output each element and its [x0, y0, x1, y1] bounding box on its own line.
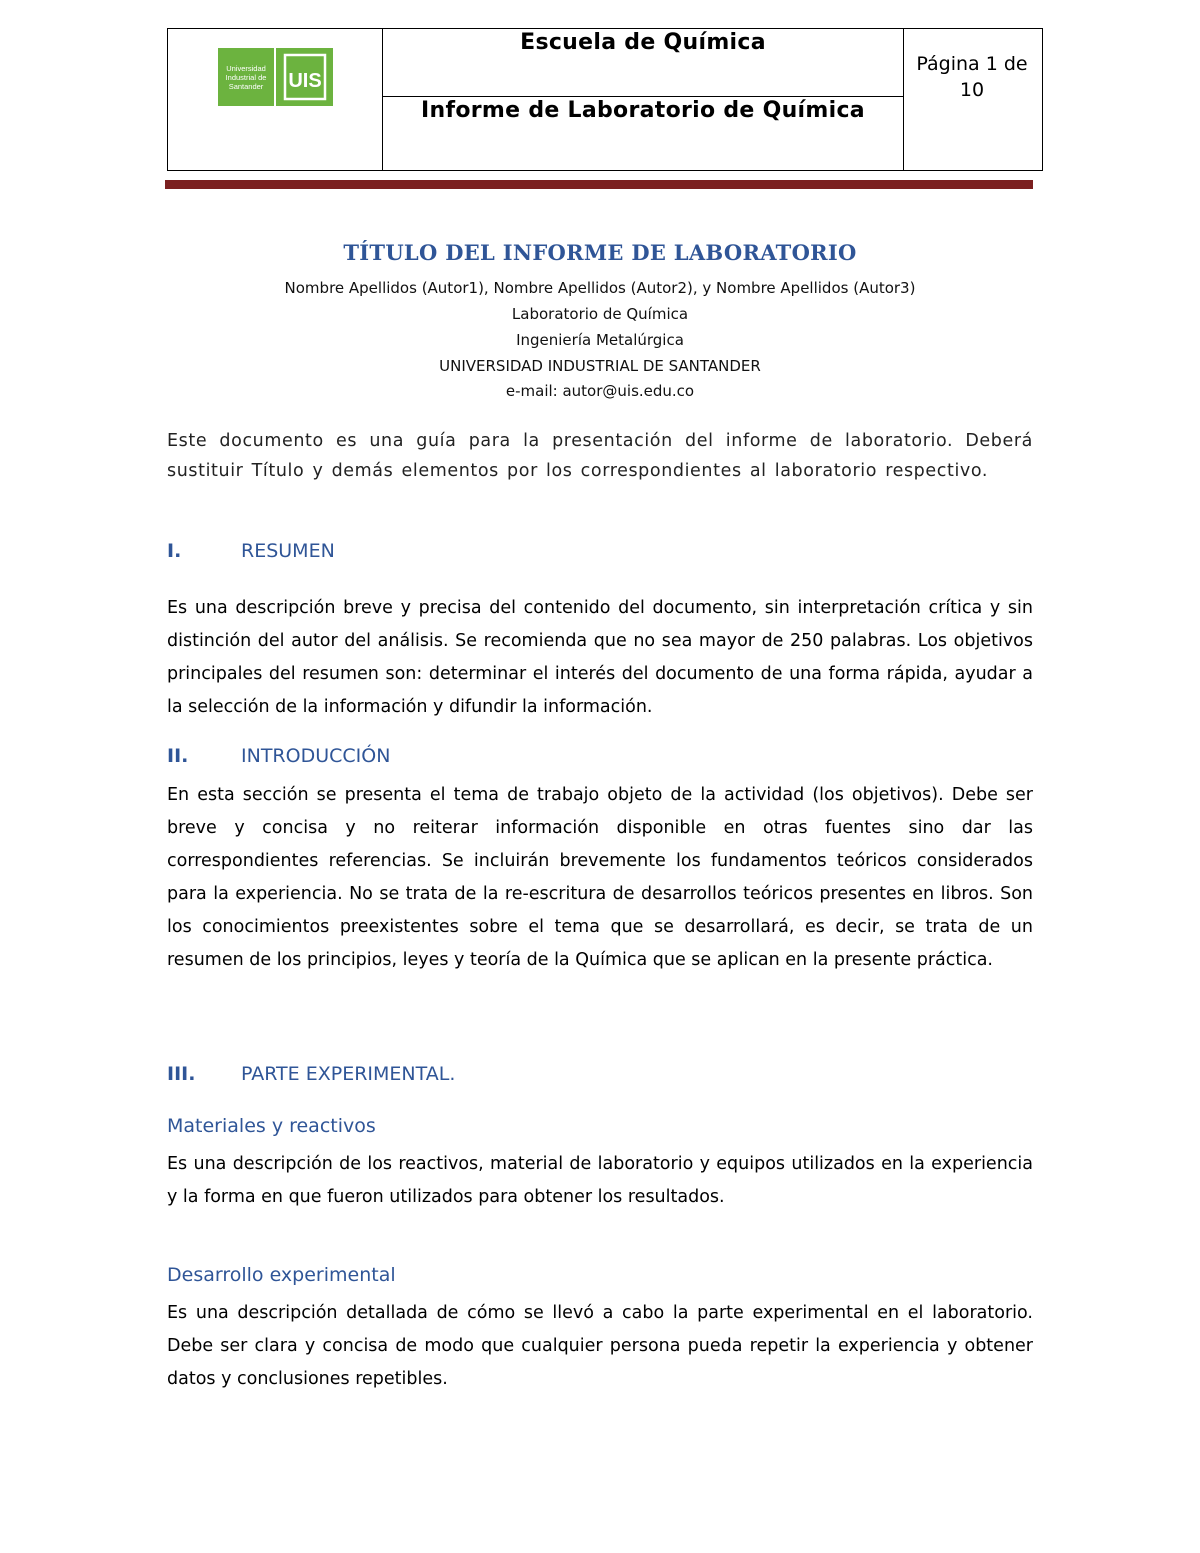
desarrollo-paragraph: Es una descripción detallada de cómo se llevó a cabo la parte experimental en el laboratorio. Debe ser clara y concisa de modo que cualquier persona pueda repetir la experiencia y obtener datos y conclusiones repetibles. [167, 1303, 1033, 1389]
intro-paragraph: Este documento es una guía para la presentación del informe de laboratorio. Deberá sustituir Título y demás elementos por los correspondientes al laboratorio respectivo. [167, 431, 1033, 481]
subheading-materiales: Materiales y reactivos [167, 1115, 376, 1137]
university-line: UNIVERSIDAD INDUSTRIAL DE SANTANDER [439, 357, 761, 375]
header-title-cell [383, 29, 904, 170]
document-title: TÍTULO DEL INFORME DE LABORATORIO [343, 240, 857, 265]
section-number: III. [167, 1063, 196, 1085]
report-type-cell [383, 96, 903, 170]
section-number: I. [167, 540, 182, 562]
section-title: RESUMEN [241, 540, 335, 562]
section-title: INTRODUCCIÓN [241, 745, 391, 767]
logo-text-block [218, 48, 274, 106]
page-number: Página 1 de 10 [916, 53, 1028, 101]
university-logo [218, 48, 333, 106]
authors-line: Nombre Apellidos (Autor1), Nombre Apellidos (Autor2), y Nombre Apellidos (Autor3) [284, 279, 916, 297]
email-line: e-mail: autor@uis.edu.co [505, 382, 695, 400]
subheading-desarrollo: Desarrollo experimental [167, 1264, 396, 1286]
logo-text: Universidad Industrial de Santander [225, 63, 267, 91]
header-table [167, 28, 1043, 171]
logo-cell [168, 29, 383, 170]
lab-line: Laboratorio de Química [511, 305, 689, 323]
logo-emblem-text: UIS [287, 70, 322, 92]
uis-emblem-icon [276, 48, 333, 106]
report-type: Informe de Laboratorio de Química [421, 98, 865, 123]
introduccion-paragraph: En esta sección se presenta el tema de trabajo objeto de la actividad (los objetivos). Debe ser breve y concisa y no reiterar información disponible en otras fuentes sino dar las correspondientes referencias. Se incluirán brevemente los fundamentos teóricos considerados para la experiencia. No se trata de la re-escritura de desarrollos teóricos presentes en libros. Son los conocimientos preexistentes sobre el tema que se desarrollará, es decir, se trata de un resumen de los principios, leyes y teoría de la Química que se aplican en la presente práctica. [167, 785, 1033, 970]
section-number: II. [167, 745, 189, 767]
materiales-paragraph: Es una descripción de los reactivos, material de laboratorio y equipos utilizados en la experiencia y la forma en que fueron utilizados para obtener los resultados. [167, 1154, 1033, 1207]
resumen-paragraph: Es una descripción breve y precisa del contenido del documento, sin interpretación crítica y sin distinción del autor del análisis. Se recomienda que no sea mayor de 250 palabras. Los objetivos principales del resumen son: determinar el interés del documento de una forma rápida, ayudar a la selección de la información y difundir la información. [167, 598, 1033, 717]
header-rule [165, 180, 1033, 189]
school-cell [383, 29, 903, 97]
page-number-cell [902, 29, 1042, 170]
section-title: PARTE EXPERIMENTAL. [241, 1063, 456, 1085]
school-name: Escuela de Química [520, 30, 766, 55]
program-line: Ingeniería Metalúrgica [516, 331, 684, 349]
